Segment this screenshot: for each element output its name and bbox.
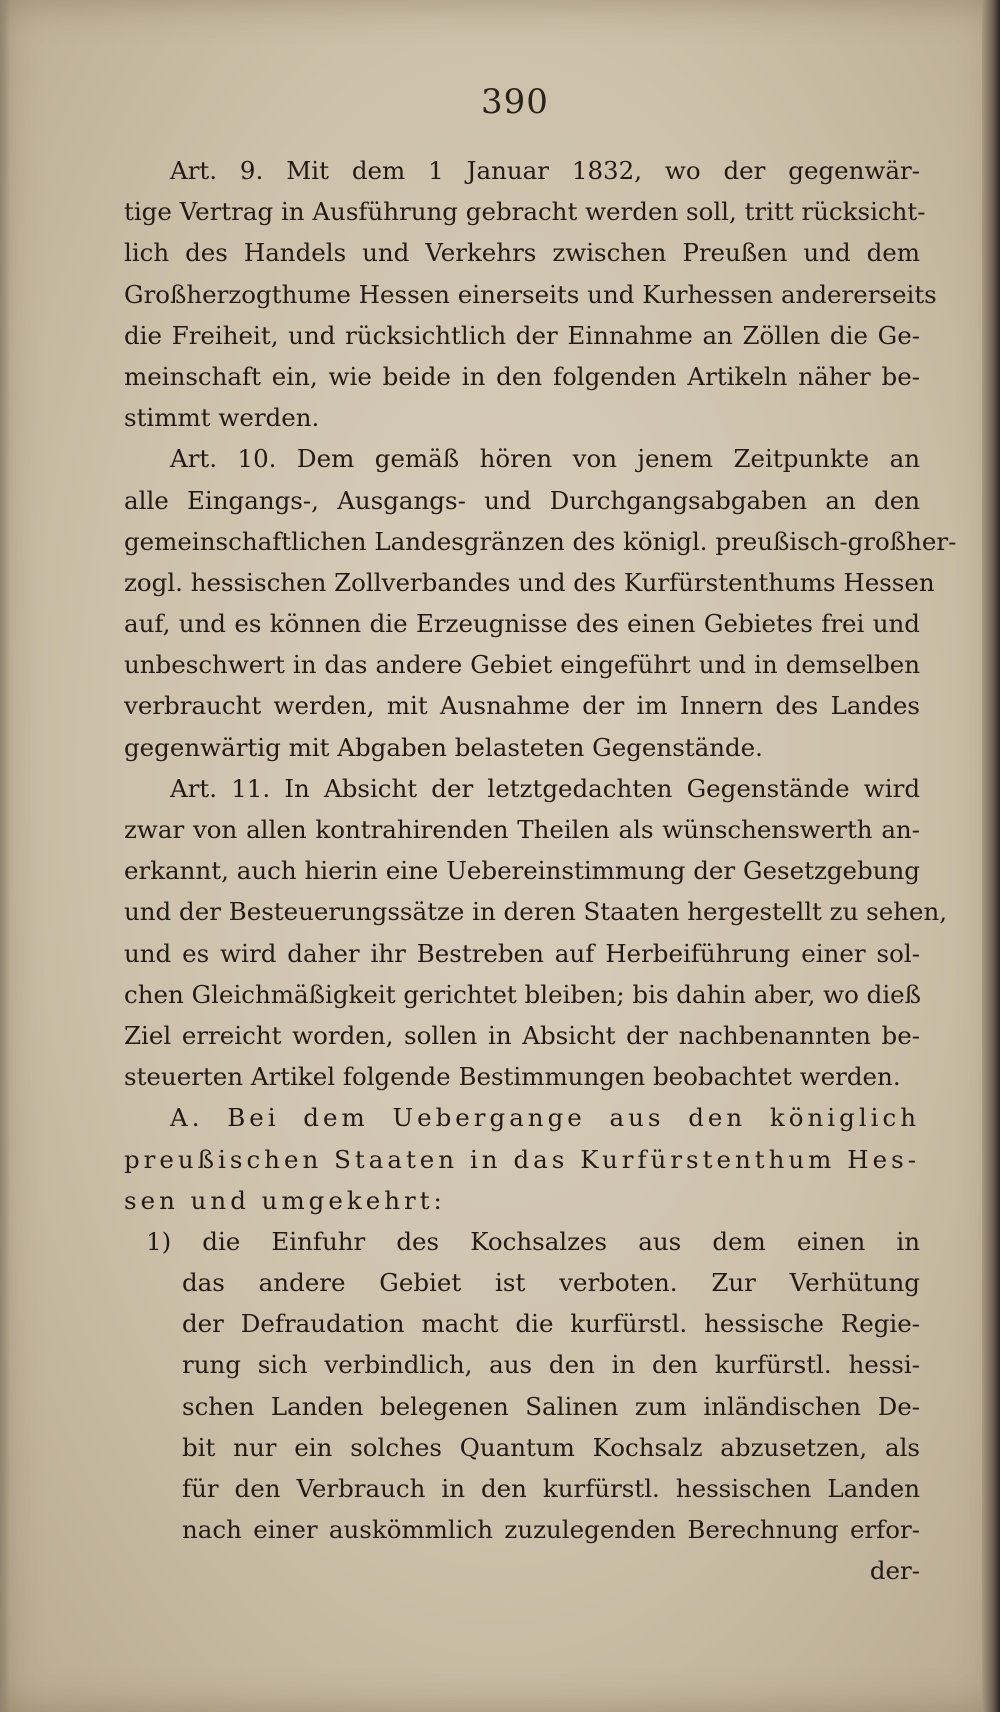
text-line: steuerten Artikel folgende Bestimmungen beobachtet werden. [124, 1062, 901, 1092]
text-line: sen und umgekehrt: [124, 1185, 446, 1215]
body-text [124, 150, 957, 1592]
text-line: die Freiheit, und rücksichtlich der Einnahme an Zöllen die Ge- [124, 320, 920, 350]
text-line: auf, und es können die Erzeugnisse des einen Gebietes frei und [124, 609, 920, 639]
text-line: 1) die Einfuhr des Kochsalzes aus dem einen in [146, 1226, 920, 1256]
text-line: Ziel erreicht worden, sollen in Absicht der nachbenannten be- [124, 1020, 920, 1050]
text-line: Art. 10. Dem gemäß hören von jenem Zeitpunkte an [170, 444, 920, 474]
text-line: nach einer auskömmlich zuzulegenden Berechnung erfor- [182, 1515, 920, 1545]
text-line: A. Bei dem Uebergange aus den königlich [170, 1103, 920, 1133]
text-line: gegenwärtig mit Abgaben belasteten Gegenstände. [124, 732, 763, 762]
text-line: chen Gleichmäßigkeit gerichtet bleiben; bis dahin aber, wo dieß [124, 979, 922, 1009]
text-line: alle Eingangs-, Ausgangs- und Durchgangsabgaben an den [124, 485, 920, 515]
text-line: für den Verbrauch in den kurfürstl. hessischen Landen [182, 1474, 920, 1503]
text-line: bit nur ein solches Quantum Kochsalz abzusetzen, als [182, 1432, 920, 1462]
text-line: Art. 9. Mit dem 1 Januar 1832, wo der gegenwär- [170, 156, 920, 185]
text-line: rung sich verbindlich, aus den in den kurfürstl. hessi- [182, 1350, 920, 1380]
text-line: tige Vertrag in Ausführung gebracht werden soll, tritt rücksicht- [124, 197, 926, 227]
text-line: und der Besteuerungssätze in deren Staaten hergestellt zu sehen, [124, 897, 948, 927]
text-line: gemeinschaftlichen Landesgränzen des königl. preußisch-großher- [124, 526, 957, 556]
text-line: und es wird daher ihr Bestreben auf Herbeiführung einer sol- [124, 938, 920, 968]
page-right-edge [982, 0, 1000, 1712]
text-line: verbraucht werden, mit Ausnahme der im Innern des Landes [124, 691, 920, 721]
text-line: schen Landen belegenen Salinen zum inländischen De- [182, 1391, 920, 1421]
text-line: zogl. hessischen Zollverbandes und des Kurfürstenthums Hessen [124, 567, 935, 597]
page-left-edge [0, 0, 10, 1712]
text-line: stimmt werden. [124, 403, 320, 433]
text-line: Art. 11. In Absicht der letztgedachten Gegenstände wird [170, 773, 920, 803]
catchword: der- [869, 1556, 920, 1586]
text-line: das andere Gebiet ist verboten. Zur Verhütung [182, 1268, 920, 1298]
text-line: lich des Handels und Verkehrs zwischen Preußen und dem [124, 238, 920, 268]
text-line: meinschaft ein, wie beide in den folgenden Artikeln näher be- [124, 361, 920, 391]
page-number: 390 [481, 82, 549, 122]
text-line: erkannt, auch hierin eine Uebereinstimmung der Gesetzgebung [124, 856, 920, 886]
text-line: der Defraudation macht die kurfürstl. hessische Regie- [182, 1309, 920, 1339]
text-line: unbeschwert in das andere Gebiet eingeführt und in demselben [124, 650, 920, 680]
text-line: Großherzogthume Hessen einerseits und Kurhessen andererseits [124, 279, 937, 309]
text-line: preußischen Staaten in das Kurfürstenthum Hes- [124, 1144, 920, 1174]
text-line: zwar von allen kontrahirenden Theilen als wünschenswerth an- [124, 815, 920, 844]
